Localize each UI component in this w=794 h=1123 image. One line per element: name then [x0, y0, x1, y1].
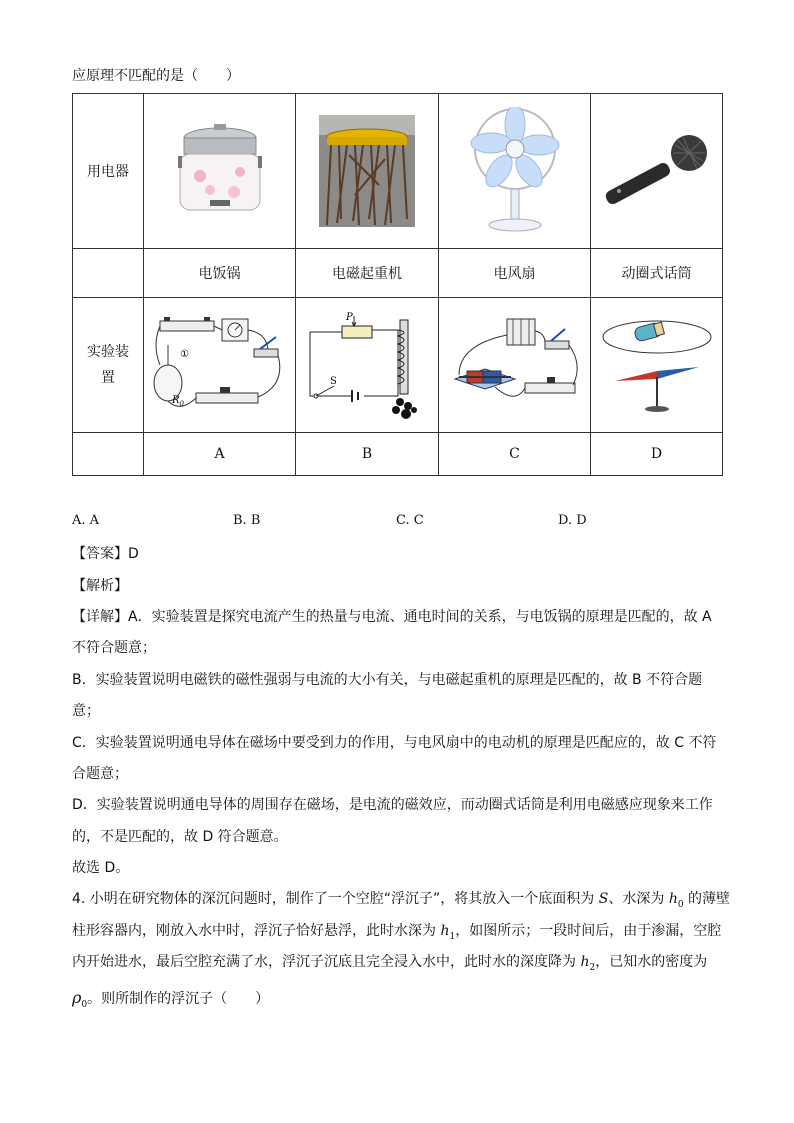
rice-cooker-image [144, 94, 296, 249]
label-r0: $R_0$ [171, 395, 184, 408]
question-intro: 应原理不匹配的是（ ） [72, 68, 240, 84]
option-d: D. D [558, 513, 587, 528]
appliance-name-fan: 电风扇 [439, 249, 591, 298]
question-4-line-3: 内开始进水，最后空腔充满了水，浮沉子沉底且完全浸入水中，此时水的深度降为 $h_2$，已知水的密度为 [72, 954, 708, 973]
experiment-c-diagram [439, 298, 591, 433]
microphone-image [591, 94, 723, 249]
comparison-table [72, 93, 723, 476]
question-4-line-1: 4. 小明在研究物体的深沉问题时，制作了一个空腔“浮沉子”，将其放入一个底面积为 S、水深为 $h_0$ 的薄壁 [72, 891, 731, 910]
appliance-name-rice-cooker: 电饭锅 [144, 249, 296, 298]
row-label-experiment: 实验装 置 [73, 298, 144, 433]
label-circle-1: ① [179, 349, 189, 360]
column-letter-a: A [144, 433, 296, 476]
explain-line-6: 合题意； [72, 766, 128, 782]
label-s: S [330, 376, 337, 387]
column-letter-d: D [591, 433, 723, 476]
explain-line-8: 的，不是匹配的，故 D 符合题意。 [72, 829, 288, 845]
experiment-b-diagram [296, 298, 439, 433]
experiment-d-diagram [591, 298, 723, 433]
label-p: P [346, 312, 353, 323]
column-letter-b: B [296, 433, 439, 476]
explain-line-9: 故选 D。 [72, 860, 130, 876]
explain-line-3: B．实验装置说明电磁铁的磁性强弱与电流的大小有关，与电磁起重机的原理是匹配的，故 B 不符合题 [72, 672, 703, 688]
analysis-heading: 【解析】 [72, 578, 128, 594]
answer: 【答案】D [72, 546, 139, 562]
question-4-line-2: 柱形容器内，刚放入水中时，浮沉子恰好悬浮，此时水深为 $h_1$，如图所示；一段时间后，由于渗漏，空腔 [72, 923, 722, 942]
experiment-a-diagram [144, 298, 296, 433]
row-label-appliance: 用电器 [73, 94, 144, 249]
column-letter-c: C [439, 433, 591, 476]
appliance-name-microphone: 动圈式话筒 [591, 249, 723, 298]
electric-fan-image [439, 94, 591, 249]
electromagnetic-crane-image [296, 94, 439, 249]
option-b: B. B [233, 513, 261, 528]
option-c: C. C [396, 513, 424, 528]
option-a: A. A [72, 513, 100, 528]
explain-line-5: C．实验装置说明通电导体在磁场中要受到力的作用，与电风扇中的电动机的原理是匹配应的，故 C 不符 [72, 735, 717, 751]
explain-line-1: 【详解】A．实验装置是探究电流产生的热量与电流、通电时间的关系，与电饭锅的原理是匹配的，故 A [72, 609, 712, 625]
explain-line-2: 不符合题意； [72, 640, 156, 656]
appliance-name-crane: 电磁起重机 [296, 249, 439, 298]
question-4-line-4: $\rho_0$。则所制作的浮沉子（ ） [72, 988, 270, 1010]
explain-line-4: 意； [72, 703, 100, 719]
explain-line-7: D．实验装置说明通电导体的周围存在磁场，是电流的磁效应，而动圈式话筒是利用电磁感应现象来工作 [72, 797, 713, 813]
